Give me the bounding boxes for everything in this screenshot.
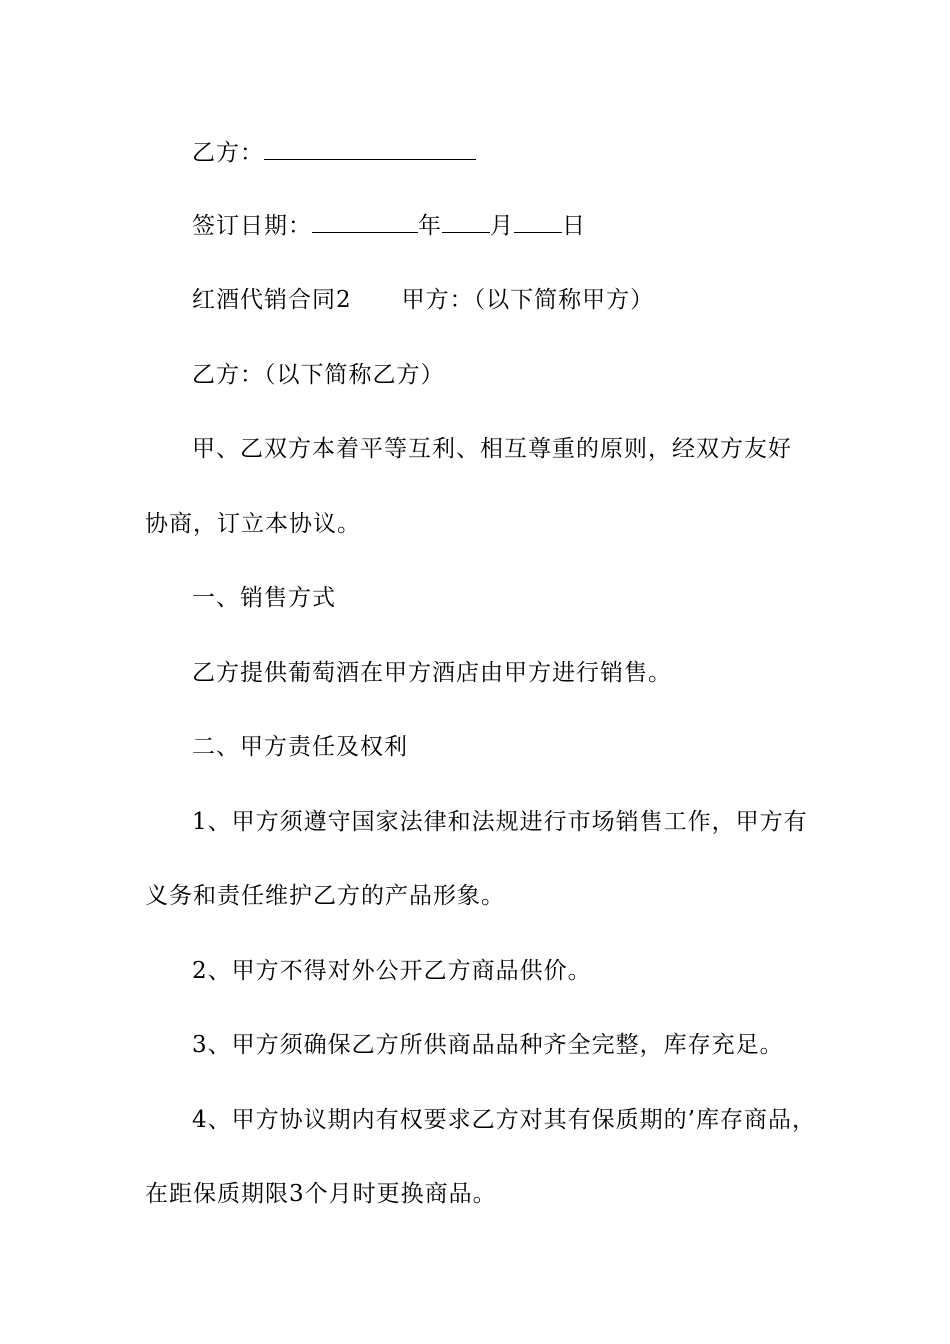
preamble-line-2: 协商，订立本协议。 [145,511,361,537]
sign-date-year-label: 年 [418,213,442,239]
sign-date-year-blank [312,212,418,233]
clause-1-line-1: 1、甲方须遵守国家法律和法规进行市场销售工作，甲方有 [192,809,808,835]
contract-title: 红酒代销合同2 [192,287,352,313]
sign-date-day-label: 日 [562,213,586,239]
sign-date-month-label: 月 [490,213,514,239]
preamble-line-1: 甲、乙双方本着平等互利、相互尊重的原则，经双方友好 [192,436,792,462]
sign-date-label: 签订日期： [192,213,312,239]
party-b-signature-label: 乙方： [192,140,264,166]
party-a-intro: 甲方：（以下简称甲方） [401,287,655,313]
section-2-title: 二、甲方责任及权利 [192,734,408,760]
section-1-title: 一、销售方式 [192,585,336,611]
party-b-signature-blank [264,139,476,160]
clause-2: 2、甲方不得对外公开乙方商品供价。 [192,958,592,984]
contract-heading-line [192,285,654,315]
party-b-intro: 乙方：（以下简称乙方） [192,362,445,388]
sign-date-month-blank [442,212,490,233]
party-b-signature-line [192,138,476,168]
clause-3: 3、甲方须确保乙方所供商品品种齐全完整，库存充足。 [192,1032,784,1058]
section-1-body: 乙方提供葡萄酒在甲方酒店由甲方进行销售。 [192,660,672,686]
clause-4-line-2: 在距保质期限3个月时更换商品。 [145,1181,497,1207]
clause-4-line-1: 4、甲方协议期内有权要求乙方对其有保质期的’库存商品， [192,1107,816,1133]
sign-date-day-blank [514,212,562,233]
sign-date-line [192,211,586,241]
clause-1-line-2: 义务和责任维护乙方的产品形象。 [145,883,505,909]
